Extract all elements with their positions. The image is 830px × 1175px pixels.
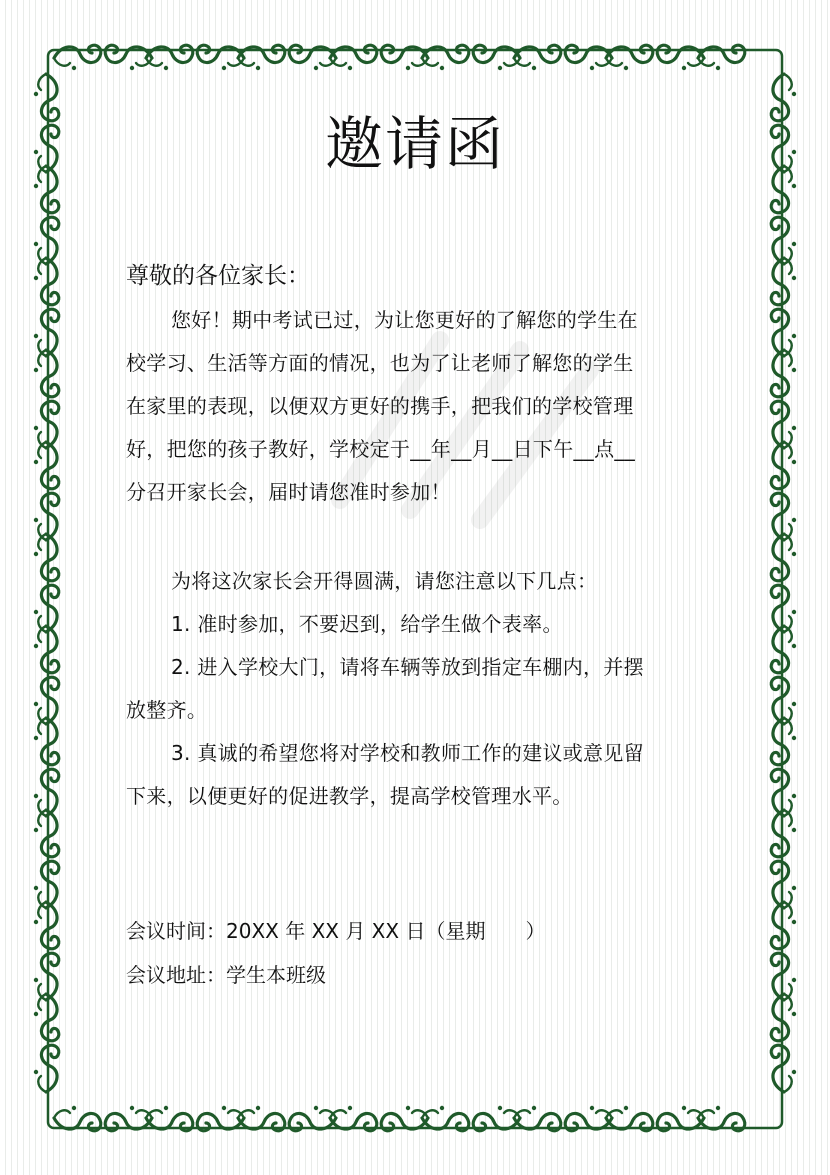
intro-line: 好，把您的孩子教好，学校定于__年__月__日下午__点__ <box>126 437 635 461</box>
notice-point-3: 3. 真诚的希望您将对学校和教师工作的建议或意见留 <box>171 741 644 765</box>
notice-point-3-cont: 下来，以便更好的促进教学，提高学校管理水平。 <box>126 784 573 808</box>
intro-paragraph <box>126 299 708 514</box>
notice-point-1: 1. 准时参加，不要迟到，给学生做个表率。 <box>171 612 563 636</box>
meeting-place: 会议地址：学生本班级 <box>126 963 326 987</box>
notice-point-2: 2. 进入学校大门，请将车辆等放到指定车棚内，并摆 <box>171 655 644 679</box>
meeting-time: 会议时间：20XX 年 XX 月 XX 日（星期 ） <box>126 919 546 943</box>
page-title: 邀请函 <box>324 110 505 178</box>
intro-line: 您好！期中考试已过，为让您更好的了解您的学生在 <box>171 308 638 332</box>
notice-point-2-cont: 放整齐。 <box>126 698 208 722</box>
notice-heading: 为将这次家长会开得圆满，请您注意以下几点： <box>171 569 598 593</box>
intro-line: 校学习、生活等方面的情况，也为了让老师了解您的学生 <box>126 351 634 375</box>
salutation: 尊敬的各位家长： <box>126 263 310 289</box>
intro-line: 分召开家长会，届时请您准时参加！ <box>126 480 451 504</box>
intro-line: 在家里的表现，以便双方更好的携手，把我们的学校管理 <box>126 394 634 418</box>
notice-paragraph <box>126 560 708 818</box>
